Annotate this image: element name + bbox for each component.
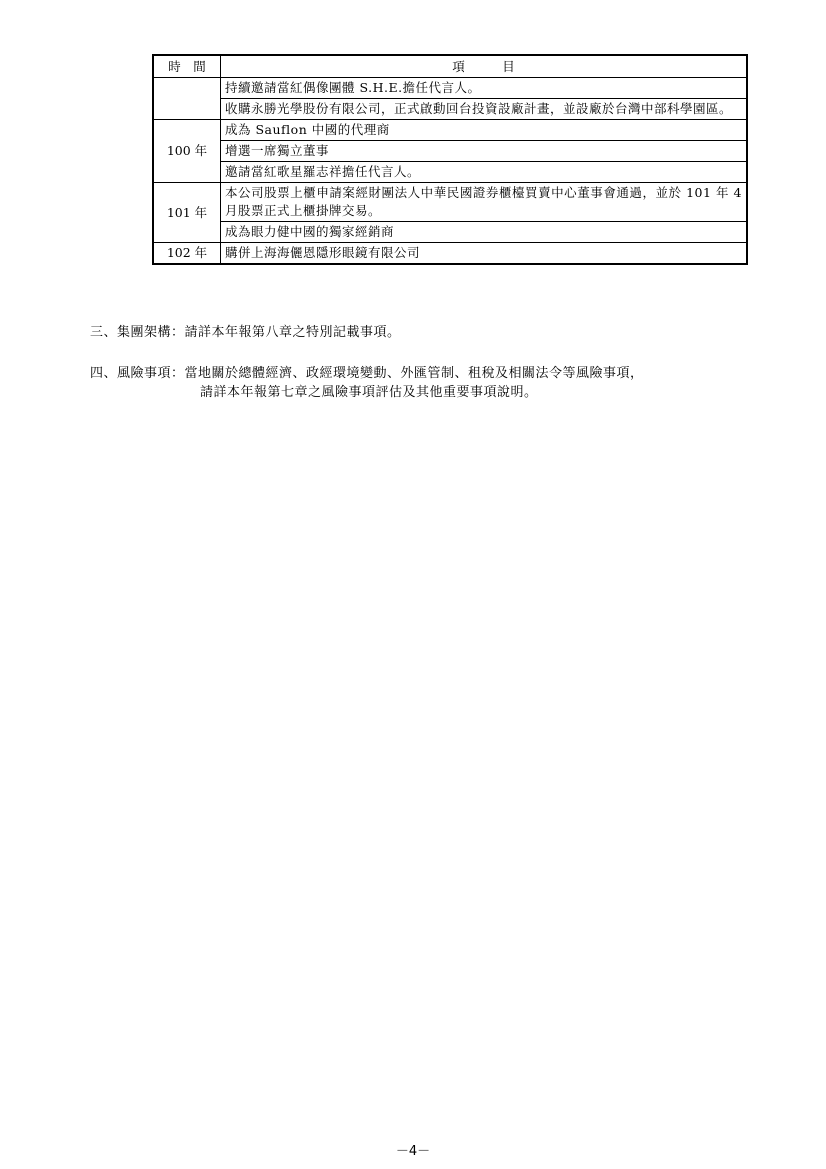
item-cell: 成為 Sauflon 中國的代理商	[221, 120, 748, 141]
table-row	[153, 222, 747, 243]
item-cell: 本公司股票上櫃申請案經財團法人中華民國證券櫃檯買賣中心董事會通過，並於 101 年 4 月股票正式上櫃掛牌交易。	[221, 183, 748, 222]
item-cell: 持續邀請當紅偶像團體 S.H.E.擔任代言人。	[221, 78, 748, 99]
header-time: 時 間	[153, 55, 221, 78]
history-table	[152, 54, 748, 265]
year-cell: 102 年	[153, 243, 221, 265]
section-risk-line1: 四、風險事項：當地關於總體經濟、政經環境變動、外匯管制、租稅及相關法令等風險事項，	[90, 366, 644, 381]
section-risk-line2: 請詳本年報第七章之風險事項評估及其他重要事項說明。	[200, 385, 538, 400]
table-row	[153, 243, 747, 265]
table-row	[153, 162, 747, 183]
header-item: 項 目	[221, 55, 748, 78]
table-row	[153, 183, 747, 222]
table-row	[153, 120, 747, 141]
year-cell	[153, 78, 221, 120]
year-cell: 100 年	[153, 120, 221, 183]
section-risk-items	[90, 364, 644, 402]
table-row	[153, 141, 747, 162]
item-cell: 增選一席獨立董事	[221, 141, 748, 162]
table-header-row	[153, 55, 747, 78]
table-row	[153, 78, 747, 99]
item-cell: 邀請當紅歌星羅志祥擔任代言人。	[221, 162, 748, 183]
year-cell: 101 年	[153, 183, 221, 243]
section-group-structure: 三、集團架構：請詳本年報第八章之特別記載事項。	[90, 325, 401, 340]
item-cell: 購併上海海儷恩隱形眼鏡有限公司	[221, 243, 748, 265]
page-number: －4－	[395, 1144, 431, 1159]
item-cell: 收購永勝光學股份有限公司，正式啟動回台投資設廠計畫，並設廠於台灣中部科學園區。	[221, 99, 748, 120]
item-cell: 成為眼力健中國的獨家經銷商	[221, 222, 748, 243]
table-row	[153, 99, 747, 120]
